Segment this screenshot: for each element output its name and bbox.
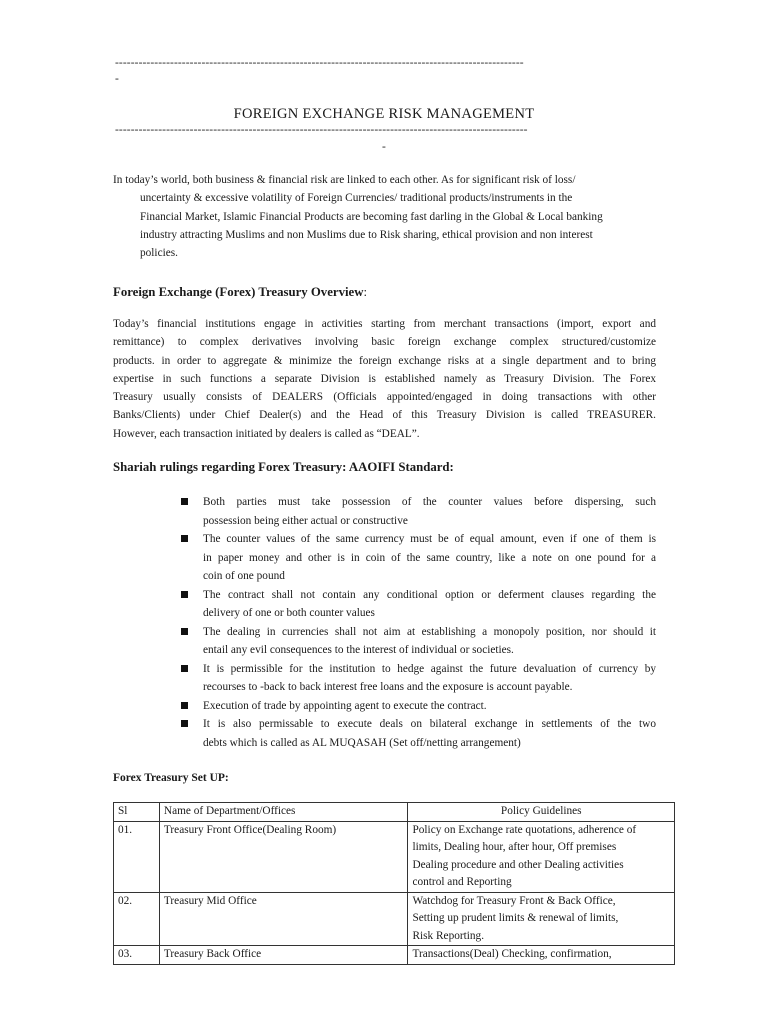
table-row <box>114 946 675 965</box>
overview-heading-text: Foreign Exchange (Forex) Treasury Overview <box>113 285 364 299</box>
list-item-line: delivery of one or both counter values <box>203 607 375 619</box>
column-header-sl: Sl <box>114 803 160 822</box>
cell-sl: 01. <box>114 821 160 892</box>
top-dashed-rule-tail: - <box>115 73 119 85</box>
list-item-line: The counter values of the same currency must be of equal amount, even if one of them is <box>203 533 656 545</box>
intro-line: uncertainty & excessive volatility of Foreign Currencies/ traditional products/instruments in the <box>140 192 573 205</box>
list-item-line: The dealing in currencies shall not aim at establishing a monopoly position, nor should it <box>203 625 656 638</box>
document-title: FOREIGN EXCHANGE RISK MANAGEMENT <box>233 106 535 122</box>
overview-line: Treasury usually consists of DEALERS (Officials appointed/engaged in doing transactions with other <box>113 391 656 404</box>
overview-line: Banks/Clients) under Chief Dealer(s) and the Head of this Treasury Division is called TREASURER. <box>113 409 656 422</box>
shariah-heading: Shariah rulings regarding Forex Treasury: AAOIFI Standard: <box>113 460 454 474</box>
cell-name: Treasury Front Office(Dealing Room) <box>159 821 408 892</box>
overview-heading-colon: : <box>363 285 368 299</box>
treasury-setup-table <box>113 802 675 965</box>
list-item-line: Execution of trade by appointing agent to execute the contract. <box>203 699 487 712</box>
cell-name: Treasury Mid Office <box>159 892 408 946</box>
intro-line: Financial Market, Islamic Financial Products are becoming fast darling in the Global & Local banking <box>140 210 603 223</box>
intro-line: In today’s world, both business & financial risk are linked to each other. As for significant risk of loss/ <box>113 174 576 186</box>
list-item-line: in paper money and other is in coin of the same country, like a note on one pound for a <box>203 551 656 564</box>
overview-heading <box>113 285 367 300</box>
list-item-line: entail any evil consequences to the interest of individual or societies. <box>203 644 514 656</box>
square-bullet-icon <box>181 591 188 598</box>
shariah-rulings-list <box>180 493 656 752</box>
list-item-line: It is also permissable to execute deals on bilateral exchange in settlements of the two <box>203 718 656 730</box>
policy-line: Risk Reporting. <box>412 929 485 942</box>
intro-line: industry attracting Muslims and non Muslims due to Risk sharing, ethical provision and non interest <box>140 228 593 241</box>
policy-line: Policy on Exchange rate quotations, adherence of <box>412 823 637 836</box>
square-bullet-icon <box>181 628 188 635</box>
top-dashed-rule: -------------------------------------------------------------------------------------------------------- <box>115 57 524 69</box>
cell-policy <box>408 821 675 892</box>
overview-paragraph <box>113 315 656 443</box>
cell-sl: 03. <box>114 946 160 965</box>
square-bullet-icon <box>181 498 188 505</box>
list-item <box>180 715 656 752</box>
column-header-name: Name of Department/Offices <box>159 803 408 822</box>
overview-line: products. in order to aggregate & minimize the foreign exchange risks at a single department and to bring <box>113 354 656 367</box>
policy-line: Dealing procedure and other Dealing activities <box>412 858 624 871</box>
overview-line: Today’s financial institutions engage in activities starting from merchant transactions (import, export and <box>113 318 656 330</box>
list-item <box>180 660 656 697</box>
policy-line: limits, Dealing hour, after hour, Off premises <box>412 841 617 853</box>
list-item-line: coin of one pound <box>203 570 285 582</box>
policy-line: Transactions(Deal) Checking, confirmation, <box>412 948 612 960</box>
square-bullet-icon <box>181 665 188 672</box>
overview-line: expertise in such functions a separate Division is established namely as Treasury Division. The Forex <box>113 372 656 385</box>
policy-line: control and Reporting <box>412 876 512 888</box>
cell-name: Treasury Back Office <box>159 946 408 965</box>
list-item-line: debts which is called as AL MUQASAH (Set off/netting arrangement) <box>203 736 521 749</box>
cell-policy <box>408 946 675 965</box>
overview-line: However, each transaction initiated by dealers is called as “DEAL”. <box>113 427 420 440</box>
list-item <box>180 530 656 586</box>
table-row <box>114 821 675 892</box>
overview-line: remittance) to complex derivatives involving basic foreign exchange complex structured/customize <box>113 336 656 349</box>
list-item-line: recourses to -back to back interest free loans and the exposure is account payable. <box>203 681 573 693</box>
list-item-line: possession being either actual or constructive <box>203 514 408 527</box>
square-bullet-icon <box>181 702 188 709</box>
bottom-dashed-rule-tail: - <box>382 141 386 153</box>
column-header-policy: Policy Guidelines <box>408 803 675 822</box>
list-item <box>180 623 656 660</box>
square-bullet-icon <box>181 720 188 727</box>
table-header-row <box>114 803 675 822</box>
list-item <box>180 697 656 716</box>
cell-sl: 02. <box>114 892 160 946</box>
square-bullet-icon <box>181 535 188 542</box>
intro-line: policies. <box>140 247 178 260</box>
list-item-line: The contract shall not contain any conditional option or deferment clauses regarding the <box>203 588 656 601</box>
list-item <box>180 493 656 530</box>
policy-line: Watchdog for Treasury Front & Back Office, <box>412 894 616 907</box>
bottom-dashed-rule: --------------------------------------------------------------------------------------------------------- <box>115 124 528 136</box>
intro-paragraph <box>113 171 658 262</box>
table-row <box>114 892 675 946</box>
list-item-line: It is permissible for the institution to hedge against the future devaluation of currency by <box>203 662 656 675</box>
setup-heading: Forex Treasury Set UP: <box>113 772 229 784</box>
list-item-line: Both parties must take possession of the counter values before dispersing, such <box>203 496 656 508</box>
policy-line: Setting up prudent limits & renewal of limits, <box>412 912 619 924</box>
list-item <box>180 586 656 623</box>
cell-policy <box>408 892 675 946</box>
